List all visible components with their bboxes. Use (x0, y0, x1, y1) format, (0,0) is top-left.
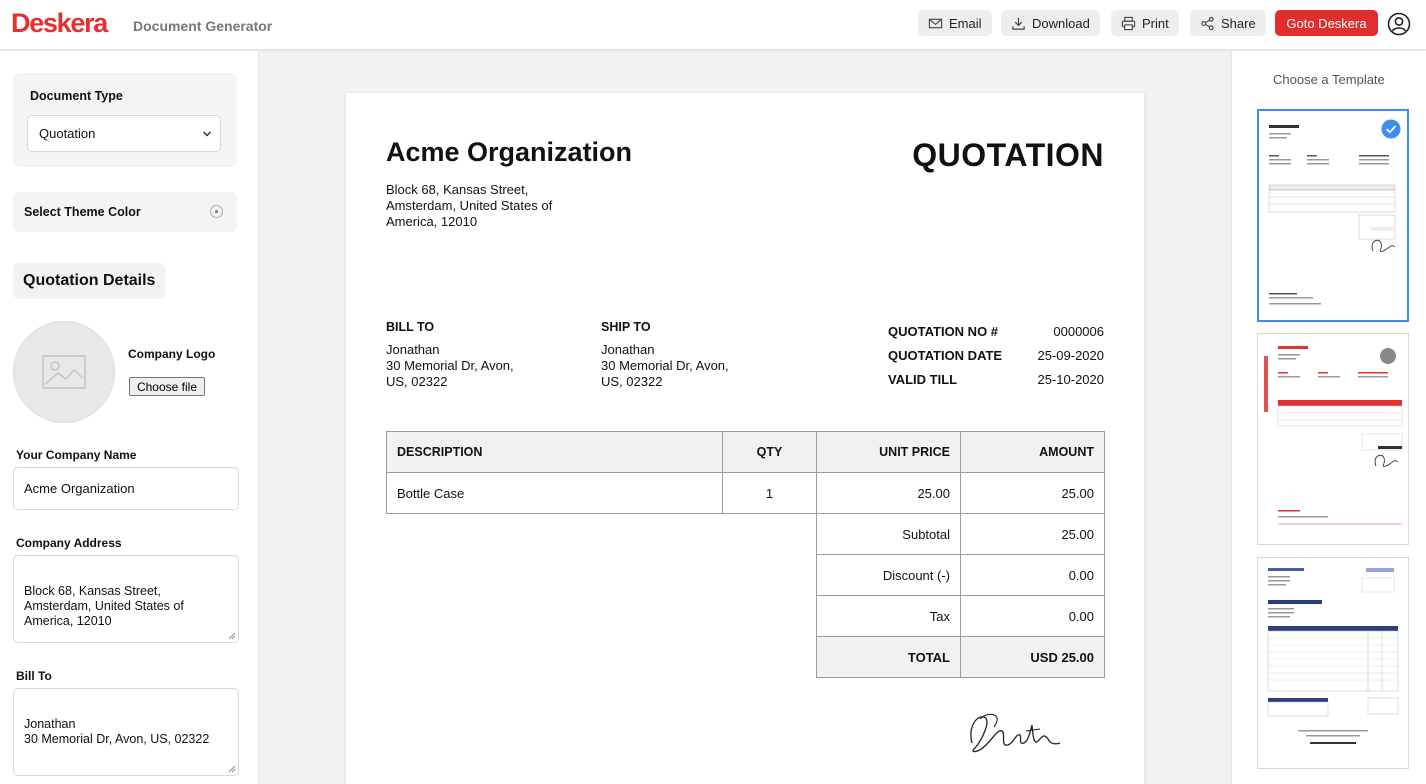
meta-value: 25-09-2020 (1037, 348, 1104, 363)
discount-row (387, 555, 1105, 596)
bill-to-value: Jonathan 30 Memorial Dr, Avon, US, 02322 (24, 717, 210, 746)
template-preview-1 (1259, 111, 1407, 320)
company-name-input[interactable]: Acme Organization (13, 467, 239, 510)
quotation-date-row (888, 348, 1104, 363)
total-value: USD 25.00 (961, 637, 1105, 678)
column-unit-price: UNIT PRICE (817, 432, 961, 473)
discount-value: 0.00 (961, 555, 1105, 596)
total-label: TOTAL (817, 637, 961, 678)
theme-color-card[interactable] (13, 192, 237, 232)
table-row (387, 473, 1105, 514)
choose-file-button[interactable]: Choose file (129, 377, 205, 396)
template-sidebar (1231, 51, 1426, 784)
settings-sidebar (0, 51, 259, 784)
template-panel-title: Choose a Template (1273, 72, 1385, 87)
signature-image (964, 703, 1064, 763)
tax-row (387, 596, 1105, 637)
tax-label: Tax (817, 596, 961, 637)
valid-till-row (888, 372, 1104, 387)
user-account-icon[interactable] (1387, 12, 1411, 36)
top-bar (0, 0, 1426, 50)
ship-to-address: Jonathan 30 Memorial Dr, Avon, US, 02322 (601, 342, 729, 389)
table-header-row (387, 432, 1105, 473)
deskera-logo[interactable]: Deskera (11, 8, 107, 38)
company-logo-label: Company Logo (128, 347, 216, 361)
download-label: Download (1032, 15, 1090, 31)
template-preview-2 (1258, 334, 1408, 544)
resize-handle-icon[interactable] (228, 765, 236, 773)
column-qty: QTY (723, 432, 817, 473)
document-type-select[interactable] (27, 115, 221, 152)
subtotal-row (387, 514, 1105, 555)
subtotal-value: 25.00 (961, 514, 1105, 555)
discount-label: Discount (-) (817, 555, 961, 596)
column-amount: AMOUNT (961, 432, 1105, 473)
image-placeholder-icon (42, 355, 86, 389)
download-button[interactable] (1001, 10, 1100, 36)
quotation-number-row (888, 324, 1104, 339)
share-button[interactable] (1190, 10, 1266, 36)
organization-name: Acme Organization (386, 137, 633, 167)
organization-address: Block 68, Kansas Street, Amsterdam, United States of America, 12010 (386, 182, 553, 229)
item-amount: 25.00 (961, 473, 1105, 514)
bill-to-heading: BILL TO (386, 320, 435, 334)
document-type-card (13, 73, 237, 167)
company-address-label: Company Address (16, 536, 122, 550)
printer-icon (1121, 16, 1136, 31)
app-name: Document Generator (133, 18, 273, 34)
subtotal-label: Subtotal (817, 514, 961, 555)
bill-to-label: Bill To (16, 669, 52, 683)
meta-value: 25-10-2020 (1037, 372, 1104, 387)
selected-check-icon (1381, 119, 1401, 139)
template-thumbnail-3[interactable] (1257, 557, 1409, 769)
theme-color-label: Select Theme Color (24, 205, 141, 219)
document-type-label: Document Type (30, 89, 123, 103)
details-section-title: Quotation Details (13, 263, 165, 299)
meta-key: QUOTATION DATE (888, 348, 1003, 363)
company-logo-placeholder[interactable] (13, 321, 115, 423)
goto-deskera-button[interactable]: Goto Deskera (1275, 10, 1378, 36)
email-icon (928, 16, 943, 31)
chevron-down-icon (202, 129, 212, 139)
total-row (387, 637, 1105, 678)
company-name-label: Your Company Name (16, 448, 137, 462)
tax-value: 0.00 (961, 596, 1105, 637)
line-items-table (386, 431, 1105, 678)
item-qty: 1 (723, 473, 817, 514)
resize-handle-icon[interactable] (228, 632, 236, 640)
meta-key: QUOTATION NO # (888, 324, 999, 339)
meta-key: VALID TILL (888, 372, 958, 387)
print-button[interactable] (1111, 10, 1179, 36)
company-address-value: Block 68, Kansas Street, Amsterdam, United States of America, 12010 (24, 584, 184, 628)
print-label: Print (1142, 15, 1169, 31)
meta-value: 0000006 (1053, 324, 1104, 339)
theme-color-toggle-icon[interactable] (210, 205, 223, 218)
template-thumbnail-2[interactable] (1257, 333, 1409, 545)
email-label: Email (949, 15, 982, 31)
item-description: Bottle Case (387, 473, 723, 514)
bill-to-address: Jonathan 30 Memorial Dr, Avon, US, 02322 (386, 342, 514, 389)
email-button[interactable] (918, 10, 992, 36)
template-preview-3 (1258, 558, 1408, 768)
download-icon (1011, 16, 1026, 31)
company-address-textarea[interactable] (13, 555, 239, 643)
share-label: Share (1221, 15, 1256, 31)
document-title: QUOTATION (912, 137, 1104, 173)
document-type-value: Quotation (39, 126, 96, 141)
bill-to-textarea[interactable] (13, 688, 239, 776)
share-icon (1200, 16, 1215, 31)
item-unit-price: 25.00 (817, 473, 961, 514)
column-description: DESCRIPTION (387, 432, 723, 473)
quotation-document (346, 93, 1144, 784)
ship-to-heading: SHIP TO (601, 320, 651, 334)
template-thumbnail-1[interactable] (1257, 109, 1409, 322)
